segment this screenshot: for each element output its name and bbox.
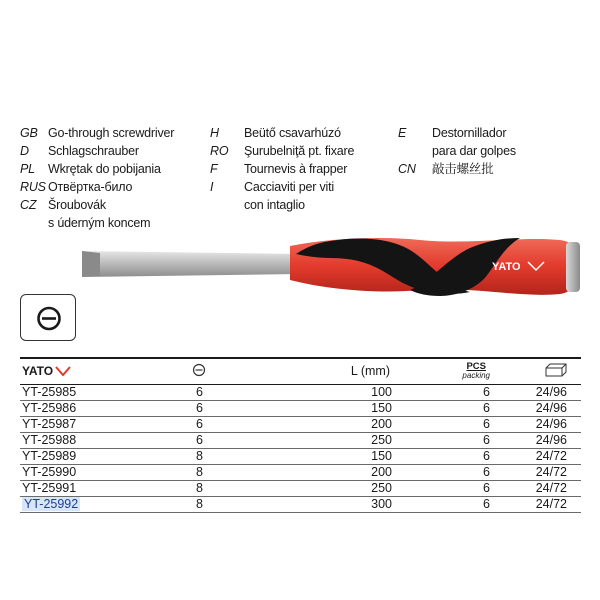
table-header-row — [20, 358, 581, 384]
packing-cell-text: 24/72 — [535, 481, 567, 495]
description-text: para dar golpes — [432, 144, 516, 158]
description-text: Cacciaviti per viti — [244, 180, 334, 194]
language-code — [398, 142, 432, 160]
description-text: Šroubovák — [48, 198, 106, 212]
pcs-cell — [392, 496, 492, 512]
language-code: CZ — [20, 198, 37, 212]
screwdriver-tip — [82, 251, 100, 277]
model-cell — [20, 448, 140, 464]
pcs-cell-text: 6 — [483, 449, 490, 463]
length-cell-text: 200 — [371, 417, 392, 431]
description-text: Beütő csavarhúzó — [244, 126, 341, 140]
model-cell-text: YT-25992 — [24, 497, 79, 511]
description-text: con intaglio — [244, 198, 305, 212]
description-text: Go-through screwdriver — [48, 126, 175, 140]
size-cell — [140, 480, 250, 496]
table-row — [20, 496, 581, 512]
size-cell-text: 8 — [196, 481, 203, 495]
table-row — [20, 464, 581, 480]
packing-cell — [492, 416, 581, 432]
screwdriver-shaft — [82, 251, 300, 277]
language-code — [210, 196, 244, 214]
packing-cell-text: 24/72 — [535, 465, 567, 479]
description-row — [20, 196, 174, 214]
language-code: GB — [20, 126, 38, 140]
description-text: s úderným koncem — [48, 216, 151, 230]
size-cell-text: 6 — [196, 433, 203, 447]
description-row — [210, 124, 354, 142]
length-cell-text: 150 — [371, 401, 392, 415]
table-row — [20, 384, 581, 400]
model-cell-text: YT-25987 — [22, 417, 77, 431]
packing-cell — [492, 384, 581, 400]
language-code: RUS — [20, 180, 46, 194]
model-cell — [20, 464, 140, 480]
description-text: Destornillador — [432, 126, 507, 140]
pcs-cell-text: 6 — [483, 417, 490, 431]
description-row — [398, 142, 516, 160]
pcs-cell — [392, 448, 492, 464]
pcs-cell — [392, 384, 492, 400]
packing-header — [492, 358, 581, 384]
length-cell — [250, 384, 392, 400]
packing-cell-text: 24/96 — [535, 385, 567, 399]
model-cell-text: YT-25985 — [22, 385, 77, 399]
model-cell-text: YT-25986 — [22, 401, 77, 415]
description-text: Отвёртка-било — [48, 180, 133, 194]
pcs-cell-text: 6 — [483, 465, 490, 479]
size-cell — [140, 384, 250, 400]
length-cell-text: 100 — [371, 385, 392, 399]
packing-cell — [492, 464, 581, 480]
pcs-header-bottom: packing — [462, 370, 490, 380]
table-row — [20, 400, 581, 416]
pcs-cell — [392, 400, 492, 416]
size-cell-text: 8 — [196, 497, 203, 511]
language-code: H — [210, 126, 219, 140]
pcs-cell-text: 6 — [483, 385, 490, 399]
model-cell-text: YT-25990 — [22, 465, 77, 479]
size-cell-text: 6 — [196, 401, 203, 415]
table-row — [20, 448, 581, 464]
size-cell — [140, 432, 250, 448]
length-cell-text: 200 — [371, 465, 392, 479]
description-column-3 — [398, 124, 516, 178]
length-cell — [250, 496, 392, 512]
size-cell — [140, 448, 250, 464]
description-row — [398, 124, 516, 142]
pcs-cell — [392, 480, 492, 496]
size-cell-text: 6 — [196, 417, 203, 431]
description-column-1 — [20, 124, 174, 232]
pcs-cell — [392, 416, 492, 432]
box-icon — [545, 363, 567, 377]
language-code: CN — [398, 162, 416, 176]
length-cell — [250, 464, 392, 480]
packing-cell — [492, 480, 581, 496]
size-cell-text: 8 — [196, 465, 203, 479]
pcs-cell-text: 6 — [483, 433, 490, 447]
language-code: F — [210, 162, 218, 176]
flat-slot-icon — [21, 295, 77, 342]
length-header: L (mm) — [350, 364, 390, 379]
packing-cell — [492, 448, 581, 464]
length-cell — [250, 448, 392, 464]
packing-cell — [492, 496, 581, 512]
table-row — [20, 416, 581, 432]
description-row — [210, 196, 354, 214]
description-row — [210, 178, 354, 196]
length-cell-text: 150 — [371, 449, 392, 463]
table-row — [20, 432, 581, 448]
language-code: PL — [20, 162, 35, 176]
size-cell-text: 6 — [196, 385, 203, 399]
spec-table — [20, 357, 581, 513]
size-cell — [140, 416, 250, 432]
length-cell — [250, 480, 392, 496]
screwdriver-image — [0, 228, 600, 323]
length-cell-text: 250 — [371, 433, 392, 447]
model-cell-text: YT-25991 — [22, 481, 77, 495]
packing-cell — [492, 400, 581, 416]
model-cell — [20, 496, 140, 512]
description-row — [210, 160, 354, 178]
handle-brand-text: YATO — [492, 261, 521, 273]
packing-cell-text: 24/96 — [535, 433, 567, 447]
size-header — [140, 358, 250, 384]
model-cell-text: YT-25989 — [22, 449, 77, 463]
pcs-header-top: PCS — [466, 360, 486, 372]
yato-logo-icon — [55, 366, 71, 376]
length-cell — [250, 432, 392, 448]
language-code: RO — [210, 144, 229, 158]
length-cell — [250, 400, 392, 416]
packing-cell-text: 24/96 — [535, 401, 567, 415]
size-cell — [140, 496, 250, 512]
description-row — [210, 142, 354, 160]
pcs-cell-text: 6 — [483, 401, 490, 415]
description-row — [20, 142, 174, 160]
language-code: D — [20, 144, 29, 158]
description-row — [398, 160, 516, 178]
pcs-cell — [392, 464, 492, 480]
table-row — [20, 480, 581, 496]
description-text: 敲击螺丝批 — [432, 162, 494, 176]
length-cell-text: 250 — [371, 481, 392, 495]
model-cell — [20, 416, 140, 432]
packing-cell-text: 24/96 — [535, 417, 567, 431]
model-cell — [20, 384, 140, 400]
size-cell — [140, 464, 250, 480]
model-cell — [20, 432, 140, 448]
description-row — [20, 124, 174, 142]
language-code: I — [210, 180, 214, 194]
description-column-2 — [210, 124, 354, 214]
size-cell-text: 8 — [196, 449, 203, 463]
description-text: Şurubelniţă pt. fixare — [244, 144, 355, 158]
yato-logo-text: YATO — [22, 364, 54, 379]
pcs-header — [392, 358, 492, 384]
pcs-cell-text: 6 — [483, 497, 490, 511]
model-cell-text: YT-25988 — [22, 433, 77, 447]
description-row — [20, 178, 174, 196]
model-cell — [20, 400, 140, 416]
size-cell — [140, 400, 250, 416]
model-cell — [20, 480, 140, 496]
packing-cell-text: 24/72 — [535, 449, 567, 463]
pcs-cell — [392, 432, 492, 448]
description-row — [20, 160, 174, 178]
description-text: Tournevis à frapper — [244, 162, 348, 176]
language-code: E — [398, 126, 407, 140]
description-text: Schlagschrauber — [48, 144, 139, 158]
packing-cell-text: 24/72 — [535, 497, 567, 511]
table-brand-header — [20, 358, 140, 384]
length-cell-text: 300 — [371, 497, 392, 511]
flat-slot-badge — [20, 294, 76, 341]
pcs-cell-text: 6 — [483, 481, 490, 495]
description-text: Wkrętak do pobijania — [48, 162, 161, 176]
length-cell — [250, 416, 392, 432]
flat-slot-icon — [192, 363, 206, 377]
packing-cell — [492, 432, 581, 448]
